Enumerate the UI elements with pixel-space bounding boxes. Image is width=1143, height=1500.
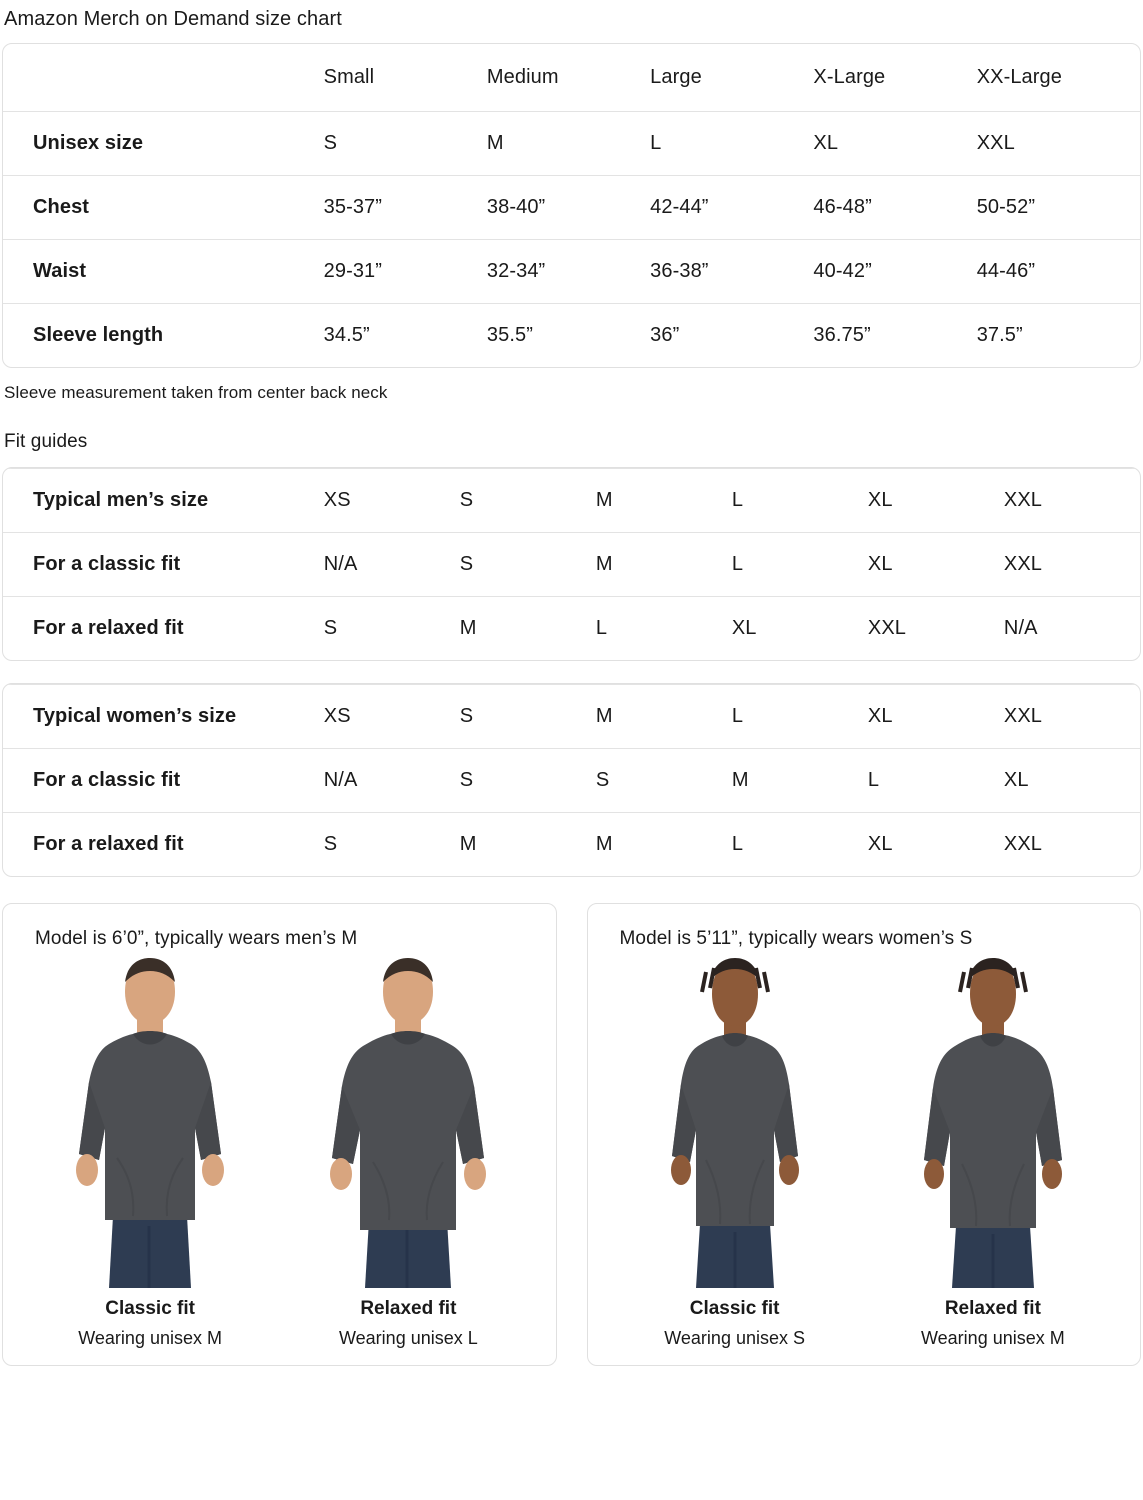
cell: 44-46” [976, 260, 1036, 282]
mens-model-card-title: Model is 6’0”, typically wears men’s M [35, 928, 358, 949]
cell: XXL [1003, 553, 1043, 575]
wearing-caption: Wearing unisex L [339, 1328, 478, 1348]
wearing-caption: Wearing unisex S [664, 1328, 805, 1348]
row-label-mens-classic-fit: For a classic fit [33, 553, 181, 575]
cell: XL [867, 833, 893, 855]
wearing-caption: Wearing unisex M [921, 1328, 1065, 1348]
table-row [3, 304, 1140, 368]
cell: L [731, 489, 744, 511]
page-title: Amazon Merch on Demand size chart [4, 8, 342, 30]
row-label-womens-classic-fit: For a classic fit [33, 769, 181, 791]
table-row [3, 813, 1140, 877]
cell: XS [323, 489, 351, 511]
cell: M [731, 769, 749, 791]
cell: M [595, 705, 613, 727]
mens-classic-fit-photo [55, 958, 245, 1288]
column-header-blank [3, 44, 324, 112]
cell: 36” [650, 324, 680, 346]
column-header-medium: Medium [486, 66, 559, 88]
cell: L [595, 617, 608, 639]
model-mens-relaxed [279, 958, 537, 1349]
female-model-relaxed-illustration [898, 958, 1088, 1288]
cell: 36.75” [813, 324, 871, 346]
fit-caption: Relaxed fit [360, 1298, 457, 1319]
womens-model-card [587, 903, 1142, 1366]
cell: XXL [1003, 489, 1043, 511]
cell: 42-44” [650, 196, 709, 218]
table-row [3, 176, 1140, 240]
womens-fit-table [3, 684, 1140, 876]
cell: 40-42” [813, 260, 872, 282]
cell: S [323, 132, 338, 154]
womens-classic-fit-photo [640, 958, 830, 1288]
cell: M [595, 833, 613, 855]
column-header-xxlarge: XX-Large [976, 66, 1062, 88]
fit-caption: Relaxed fit [944, 1298, 1041, 1319]
cell: 35-37” [323, 196, 383, 218]
cell: 38-40” [486, 196, 546, 218]
model-cards [2, 903, 1141, 1366]
table-row [3, 469, 1140, 533]
cell: 29-31” [323, 260, 383, 282]
mens-fit-table-container [2, 467, 1141, 661]
model-womens-classic [606, 958, 864, 1349]
cell: XL [867, 705, 893, 727]
mens-fit-table [3, 468, 1140, 660]
cell: L [731, 553, 744, 575]
cell: XL [867, 553, 893, 575]
cell: XXL [976, 132, 1015, 154]
sleeve-measurement-note: Sleeve measurement taken from center back neck [4, 383, 388, 402]
cell: 34.5” [323, 324, 370, 346]
cell: 35.5” [486, 324, 533, 346]
cell: N/A [323, 769, 358, 791]
cell: S [323, 617, 338, 639]
cell: 32-34” [486, 260, 546, 282]
cell: L [731, 833, 744, 855]
column-header-small: Small [323, 66, 375, 88]
cell: S [459, 553, 474, 575]
cell: M [595, 489, 613, 511]
cell: S [459, 705, 474, 727]
table-row [3, 749, 1140, 813]
model-mens-classic [21, 958, 279, 1349]
table-row [3, 533, 1140, 597]
cell: L [731, 705, 744, 727]
fit-guides-label: Fit guides [4, 431, 88, 452]
cell: L [867, 769, 880, 791]
row-label-typical-womens-size: Typical women’s size [33, 705, 237, 727]
cell: M [595, 553, 613, 575]
cell: M [486, 132, 504, 154]
cell: XL [731, 617, 757, 639]
table-row [3, 240, 1140, 304]
cell: XS [323, 705, 351, 727]
cell: 50-52” [976, 196, 1036, 218]
cell: XL [813, 132, 839, 154]
table-header-row [3, 44, 1140, 112]
size-table [3, 44, 1140, 367]
mens-relaxed-fit-photo [313, 958, 503, 1288]
female-model-classic-illustration [640, 958, 830, 1288]
male-model-classic-illustration [55, 958, 245, 1288]
row-label-womens-relaxed-fit: For a relaxed fit [33, 833, 184, 855]
size-table-container [2, 43, 1141, 368]
cell: XXL [1003, 705, 1043, 727]
row-label-chest: Chest [33, 196, 90, 218]
row-label-unisex-size: Unisex size [33, 132, 144, 154]
cell: 46-48” [813, 196, 872, 218]
fit-caption: Classic fit [689, 1298, 780, 1319]
model-womens-relaxed [864, 958, 1122, 1349]
column-header-large: Large [650, 66, 702, 88]
cell: XL [1003, 769, 1029, 791]
cell: XL [867, 489, 893, 511]
cell: XXL [867, 617, 906, 639]
cell: XXL [1003, 833, 1043, 855]
cell: S [459, 489, 474, 511]
cell: S [459, 769, 474, 791]
womens-model-card-title: Model is 5’11”, typically wears women’s S [619, 928, 973, 949]
fit-caption: Classic fit [105, 1298, 195, 1319]
row-label-waist: Waist [33, 260, 87, 282]
wearing-caption: Wearing unisex M [78, 1328, 222, 1348]
row-label-typical-mens-size: Typical men’s size [33, 489, 209, 511]
cell: 36-38” [650, 260, 709, 282]
cell: N/A [323, 553, 358, 575]
cell: M [459, 833, 477, 855]
cell: 37.5” [976, 324, 1023, 346]
cell: M [459, 617, 477, 639]
male-model-relaxed-illustration [313, 958, 503, 1288]
table-row [3, 112, 1140, 176]
cell: S [323, 833, 338, 855]
mens-model-card [2, 903, 557, 1366]
cell: S [595, 769, 610, 791]
table-row [3, 685, 1140, 749]
table-row [3, 597, 1140, 661]
row-label-mens-relaxed-fit: For a relaxed fit [33, 617, 184, 639]
cell: L [650, 132, 662, 154]
row-label-sleeve-length: Sleeve length [33, 324, 164, 346]
column-header-xlarge: X-Large [813, 66, 886, 88]
womens-fit-table-container [2, 683, 1141, 877]
cell: N/A [1003, 617, 1038, 639]
womens-relaxed-fit-photo [898, 958, 1088, 1288]
